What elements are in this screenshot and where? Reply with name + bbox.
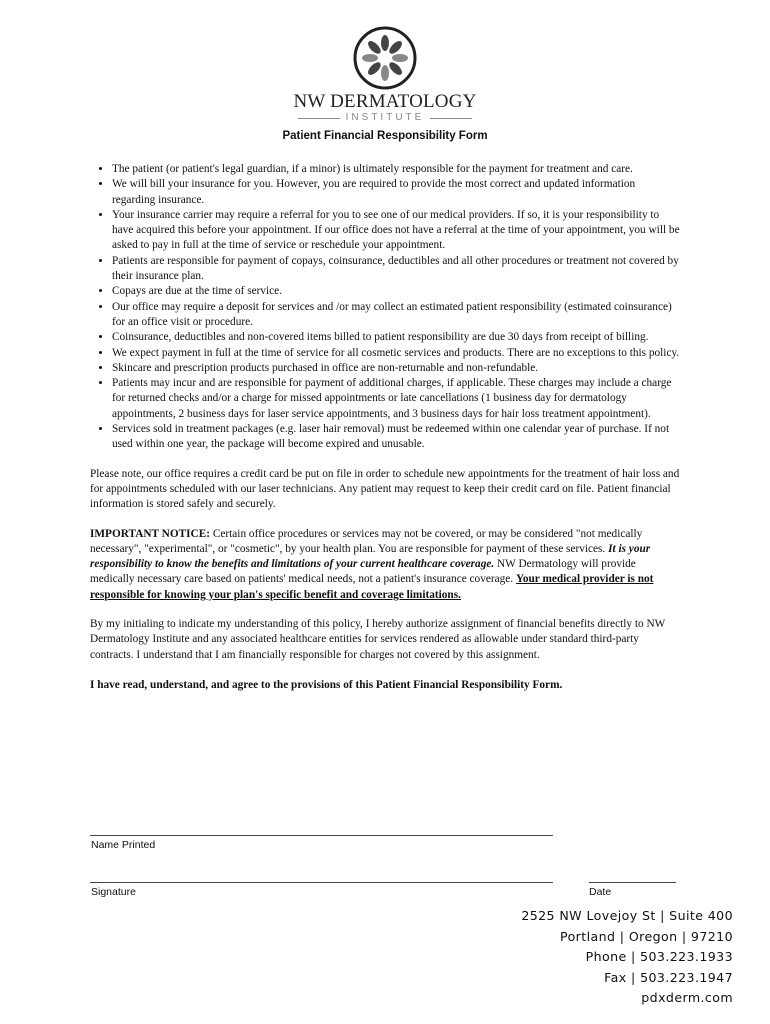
clinic-subname: INSTITUTE <box>290 112 480 123</box>
form-body <box>90 162 680 693</box>
policy-item: • Patients are responsible for payment of copays, coinsurance, deductibles and all other procedures or treatment not covered by their insurance plan. <box>112 254 680 285</box>
clinic-name: NW DERMATOLOGY <box>293 91 477 112</box>
policy-item: • We will bill your insurance for you. However, you are required to provide the most correct and updated information regarding insurance. <box>112 177 680 208</box>
clinic-address <box>521 906 733 1009</box>
signature-label: Signature <box>91 886 136 898</box>
form-title: Patient Financial Responsibility Form <box>282 130 488 142</box>
agreement-statement: I have read, understand, and agree to the provisions of this Patient Financial Responsibility Form. <box>90 678 563 691</box>
policy-item: • Copays are due at the time of service. <box>112 284 680 299</box>
signature-line[interactable] <box>90 882 553 883</box>
name-printed-label: Name Printed <box>91 839 156 851</box>
notice-text: Certain office procedures or services may not be covered, or may be considered "not medically necessary", "experimental", or "cosmetic", by your health plan. You are responsible for payment of these services. <box>90 527 643 555</box>
notice-label: IMPORTANT NOTICE: <box>90 527 211 540</box>
policy-item: • Our office may require a deposit for services and /or may collect an estimated patient responsibility (estimated coinsurance) for an office visit or procedure. <box>112 300 680 331</box>
authorization-paragraph: By my initialing to indicate my understanding of this policy, I hereby authorize assignment of financial benefits directly to NW Dermatology Institute and any associated healthcare entities for services rendered as allowable under standard third-party contracts. I understand that I am financially responsible for charges not covered by this assignment. <box>90 618 666 661</box>
policy-item: • Your insurance carrier may require a referral for you to see one of our medical providers. If so, it is your responsibility to have acquired this before your appointment. If our office does not have a referral at the time of your appointment, you will be asked to pay in full at the time of service or reschedule your appointment. <box>112 208 680 254</box>
address-city: Portland | Oregon | 97210 <box>560 928 733 944</box>
credit-card-note: Please note, our office requires a credit card be put on file in order to schedule new appointments for the treatment of hair loss and for appointments scheduled with our laser technicians. Any patient may request to keep their credit card on file. Patient financial information is stored safely and securely. <box>90 467 680 511</box>
address-phone: Phone | 503.223.1933 <box>585 949 733 965</box>
date-label: Date <box>589 886 612 898</box>
policy-list <box>90 162 680 453</box>
date-line[interactable] <box>589 882 676 883</box>
notice-emphasis: It is your responsibility to know the benefits and limitations of your current healthcare coverage. <box>90 542 651 571</box>
notice-underlined: Your medical provider is not responsible for knowing your plan's specific benefit and coverage limitations. <box>90 573 654 601</box>
policy-item: • Patients may incur and are responsible for payment of additional charges, if applicable. These charges may include a charge for returned checks and/or a charge for missed appointments or late cancellations (1 business day for dermatology appointments, 2 business days for laser service appointments, and 3 business days for hair loss treatment appointment). <box>112 376 680 422</box>
flower-logo-icon <box>353 26 417 90</box>
address-street: 2525 NW Lovejoy St | Suite 400 <box>521 908 733 923</box>
address-website: pdxderm.com <box>641 990 733 1006</box>
name-printed-line[interactable] <box>90 835 553 836</box>
policy-item: • Skincare and prescription products purchased in office are non-returnable and non-refundable. <box>112 361 680 376</box>
address-fax: Fax | 503.223.1947 <box>604 969 733 985</box>
clinic-logo <box>290 26 480 123</box>
policy-item: • The patient (or patient's legal guardian, if a minor) is ultimately responsible for the payment for treatment and care. <box>112 162 680 177</box>
notice-text-2: NW Dermatology will provide medically necessary care based on patients' medical needs, not a patient's insurance coverage. <box>90 558 636 586</box>
policy-item: • We expect payment in full at the time of service for all cosmetic services and products. There are no exceptions to this policy. <box>112 346 680 361</box>
policy-item: • Services sold in treatment packages (e.g. laser hair removal) must be redeemed within one calendar year of purchase. If not used within one year, the package will become expired and unusable. <box>112 422 680 453</box>
important-notice <box>90 527 680 603</box>
policy-item: • Coinsurance, deductibles and non-covered items billed to patient responsibility are due 30 days from receipt of billing. <box>112 330 680 345</box>
